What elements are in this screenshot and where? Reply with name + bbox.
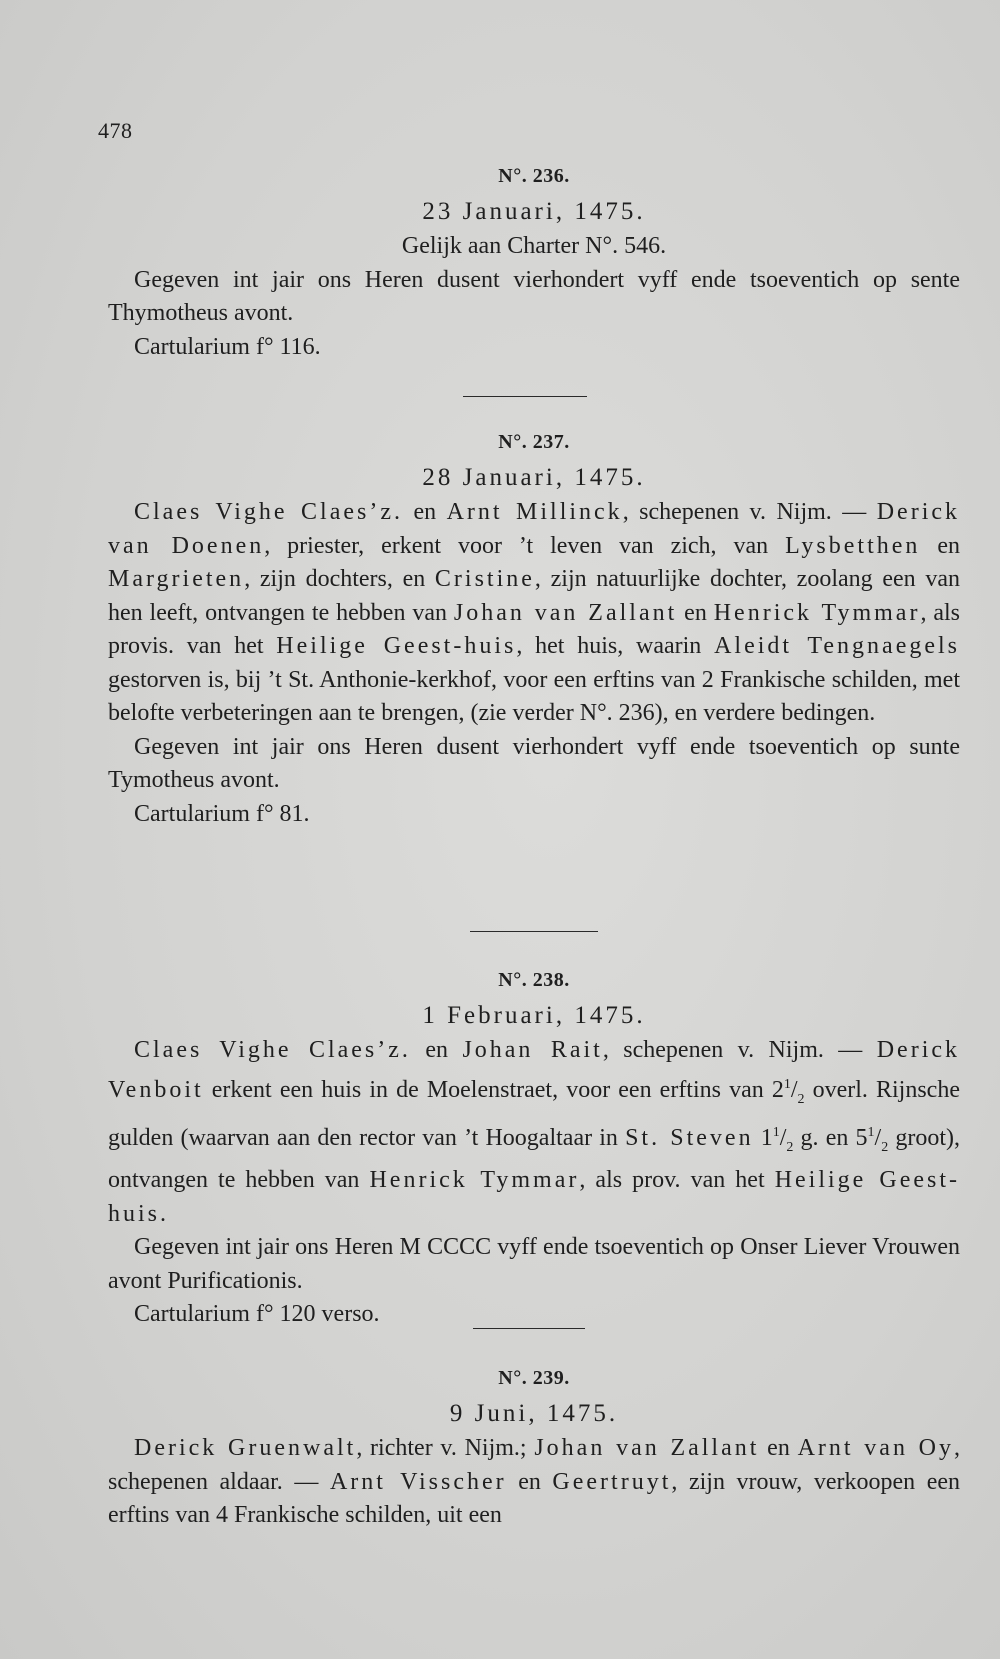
entry-given: Gegeven int jair ons Heren dusent vierhondert vyff ende tsoeventich op sente Thymotheus avont. — [108, 266, 960, 326]
body-text: 1 — [753, 1124, 773, 1151]
fraction-numerator: 1 — [772, 1124, 780, 1140]
person-name: Johan van Zallant — [534, 1435, 760, 1461]
person-name: Lysbetthen — [785, 532, 921, 559]
body-text: , schepenen aldaar. — — [108, 1435, 961, 1495]
separator-rule — [473, 1328, 585, 1329]
entry-236 — [108, 158, 960, 364]
body-text: , priester, erkent voor ’t leven van zich, van — [264, 532, 786, 559]
person-name: Margrieten — [108, 566, 245, 592]
entry-date: 28 Januari, 1475. — [422, 464, 646, 491]
person-name: Arnt Visscher — [329, 1468, 507, 1495]
entry-cartularium: Cartularium f° 120 verso. — [134, 1301, 380, 1328]
person-name: Henrick Tymmar — [713, 599, 921, 626]
body-text: en — [677, 599, 714, 626]
fraction-denominator: 2 — [786, 1139, 794, 1155]
fraction-denominator: 2 — [881, 1139, 889, 1155]
body-text: en — [402, 499, 447, 525]
entry-239 — [108, 1360, 960, 1533]
entry-body — [108, 1034, 960, 1231]
entry-cartularium: Cartularium f° 81. — [134, 800, 310, 827]
body-text: erkent een huis in de Moelenstraet, voor een erftins van 2 — [203, 1076, 784, 1103]
separator-rule — [463, 396, 587, 397]
body-text: en — [506, 1468, 553, 1495]
body-text: . — [160, 1200, 167, 1227]
body-text: en — [920, 532, 961, 559]
body-text: , zijn dochters, en — [244, 566, 435, 592]
institution-name: Heilige Geest-huis — [108, 1167, 961, 1227]
fraction-numerator: 1 — [867, 1124, 875, 1140]
entry-body — [108, 496, 960, 731]
body-text: , zijn vrouw, verkoopen een erftins van 4 Frankische schilden, uit een — [108, 1468, 961, 1528]
entry-number: N°. 238. — [498, 969, 570, 991]
person-name: Henrick Tymmar — [369, 1167, 580, 1194]
body-text: g. en 5 — [793, 1124, 868, 1151]
person-name: Derick Gruenwalt — [134, 1435, 357, 1461]
body-text: , zijn natuurlijke dochter, zoolang een van hen leeft, ontvangen te hebben van — [108, 566, 960, 626]
person-name: Cristine — [434, 566, 535, 592]
institution-name: Heilige Geest-huis — [276, 633, 517, 659]
body-text: overl. Rijnsche gulden (waarvan aan den rector van ’t Hoogaltaar in — [108, 1076, 960, 1151]
body-text: , als provis. van het — [108, 599, 960, 659]
entry-date: 9 Juni, 1475. — [449, 1400, 619, 1427]
entry-number: N°. 236. — [498, 165, 570, 187]
entry-date: 1 Februari, 1475. — [422, 1002, 646, 1029]
entry-given: Gegeven int jair ons Heren dusent vierhondert vyff ende tsoeventich op sunte Tymotheus avont. — [108, 733, 960, 793]
body-text: , schepenen v. Nijm. — — [602, 1037, 877, 1063]
entry-238 — [108, 962, 960, 1332]
person-name: Claes Vighe Claes’z. — [134, 499, 403, 525]
body-text: en — [410, 1037, 463, 1063]
entry-number: N°. 237. — [498, 431, 570, 453]
body-text: , het huis, waarin — [516, 633, 715, 659]
body-text: en — [759, 1435, 798, 1461]
person-name: Johan van Zallant — [453, 599, 678, 626]
separator-rule — [470, 931, 598, 932]
person-name: Derick Venboit — [108, 1037, 961, 1103]
body-text: groot), ontvangen te hebben van — [108, 1124, 961, 1194]
body-text: gestorven is, bij ’t St. Anthonie-kerkhof, voor een erftins van 2 Frankische schilden, met belofte verbeteringen aan te brengen, (zie verder N°. 236), en verdere bedingen. — [108, 666, 960, 726]
fraction-slash: / — [874, 1124, 882, 1151]
person-name: Arnt Millinck — [446, 499, 623, 525]
entry-body — [108, 1432, 960, 1533]
fraction-slash: / — [779, 1124, 787, 1151]
place-name: St. Steven — [625, 1124, 754, 1151]
body-text: , als prov. van het — [579, 1167, 775, 1194]
person-name: Claes Vighe Claes’z. — [134, 1037, 411, 1063]
person-name: Johan Rait — [462, 1037, 603, 1063]
person-name: Derick van Doenen — [108, 499, 961, 559]
entry-237 — [108, 424, 960, 831]
entry-cartularium: Cartularium f° 116. — [134, 333, 321, 360]
fraction-denominator: 2 — [797, 1091, 805, 1107]
body-text: , schepenen v. Nijm. — — [622, 499, 877, 525]
entry-number: N°. 239. — [498, 1367, 570, 1389]
fraction-slash: / — [790, 1076, 798, 1103]
entry-given: Gegeven int jair ons Heren M CCCC vyff ende tsoeventich op Onser Liever Vrouwen avont Purificationis. — [108, 1234, 960, 1294]
fraction-numerator: 1 — [783, 1076, 791, 1092]
person-name: Aleidt Tengnaegels — [714, 633, 961, 659]
person-name: Geertruyt — [552, 1468, 672, 1495]
entry-reference: Gelijk aan Charter N°. 546. — [401, 233, 667, 259]
page-number: 478 — [98, 118, 133, 143]
entry-date: 23 Januari, 1475. — [422, 198, 646, 225]
body-text: , richter v. Nijm.; — [356, 1435, 535, 1461]
person-name: Arnt van Oy — [797, 1435, 955, 1461]
